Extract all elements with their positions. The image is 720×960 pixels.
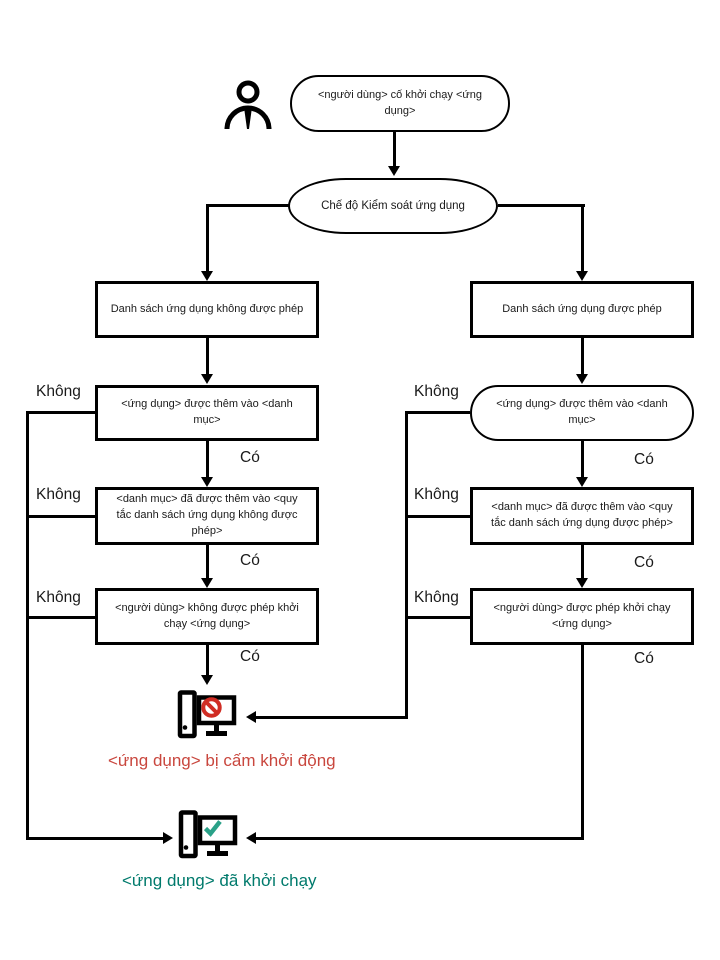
- connector-line: [206, 204, 209, 273]
- arrowhead: [201, 477, 213, 487]
- node-deny-check-rule: <danh mục> đã được thêm vào <quy tắc danh sách ứng dụng không được phép>: [95, 487, 319, 545]
- arrowhead: [576, 477, 588, 487]
- connector-line: [206, 545, 209, 580]
- user-icon: [224, 80, 272, 130]
- connector-line: [581, 545, 584, 580]
- started-caption: <ứng dụng> đã khởi chạy: [122, 871, 317, 890]
- connector-line: [206, 338, 209, 376]
- node-deny-user: <người dùng> không được phép khởi chạy <ứng dụng>: [95, 588, 319, 645]
- connector-line: [405, 616, 470, 619]
- connector-line: [26, 411, 29, 839]
- node-allow-check-category: <ứng dụng> được thêm vào <danh mục>: [470, 385, 694, 441]
- arrowhead: [246, 711, 256, 723]
- label-no: Không: [414, 486, 459, 503]
- connector-line: [26, 837, 163, 840]
- arrowhead: [388, 166, 400, 176]
- connector-line: [581, 441, 584, 479]
- label-no: Không: [36, 486, 81, 503]
- blocked-caption: <ứng dụng> bị cấm khởi động: [108, 751, 336, 770]
- connector-line: [206, 441, 209, 479]
- arrowhead: [246, 832, 256, 844]
- prohibition-icon: [203, 699, 219, 715]
- connector-line: [26, 515, 95, 518]
- node-start: <người dùng> cố khởi chạy <ứng dụng>: [290, 75, 510, 132]
- node-allow-user: <người dùng> được phép khởi chạy <ứng dụng>: [470, 588, 694, 645]
- node-allow-check-rule: <danh mục> đã được thêm vào <quy tắc danh sách ứng dụng được phép>: [470, 487, 694, 545]
- connector-line: [256, 837, 584, 840]
- label-no: Không: [36, 589, 81, 606]
- node-control-mode: Chế độ Kiểm soát ứng dụng: [288, 178, 498, 234]
- connector-line: [581, 204, 584, 273]
- connector-line: [256, 716, 407, 719]
- connector-line: [498, 204, 585, 207]
- arrowhead: [576, 578, 588, 588]
- label-yes: Có: [240, 449, 260, 466]
- arrowhead: [201, 374, 213, 384]
- connector-line: [405, 411, 470, 414]
- computer-started-icon: [177, 806, 239, 864]
- label-no: Không: [414, 383, 459, 400]
- arrowhead: [163, 832, 173, 844]
- node-deny-check-category: <ứng dụng> được thêm vào <danh mục>: [95, 385, 319, 441]
- connector-line: [405, 515, 470, 518]
- label-yes: Có: [634, 554, 654, 571]
- label-yes: Có: [634, 451, 654, 468]
- arrowhead: [201, 578, 213, 588]
- connector-line: [206, 645, 209, 677]
- label-yes: Có: [240, 648, 260, 665]
- label-no: Không: [36, 383, 81, 400]
- arrowhead: [576, 271, 588, 281]
- connector-line: [206, 204, 290, 207]
- connector-line: [581, 338, 584, 376]
- arrowhead: [201, 675, 213, 685]
- connector-line: [581, 645, 584, 839]
- connector-line: [405, 411, 408, 719]
- arrowhead: [576, 374, 588, 384]
- node-denylist: Danh sách ứng dụng không được phép: [95, 281, 319, 338]
- node-allowlist: Danh sách ứng dụng được phép: [470, 281, 694, 338]
- arrowhead: [201, 271, 213, 281]
- computer-blocked-icon: [176, 686, 238, 744]
- label-yes: Có: [634, 650, 654, 667]
- label-yes: Có: [240, 552, 260, 569]
- label-no: Không: [414, 589, 459, 606]
- connector-line: [26, 616, 95, 619]
- connector-line: [26, 411, 95, 414]
- connector-line: [393, 132, 396, 168]
